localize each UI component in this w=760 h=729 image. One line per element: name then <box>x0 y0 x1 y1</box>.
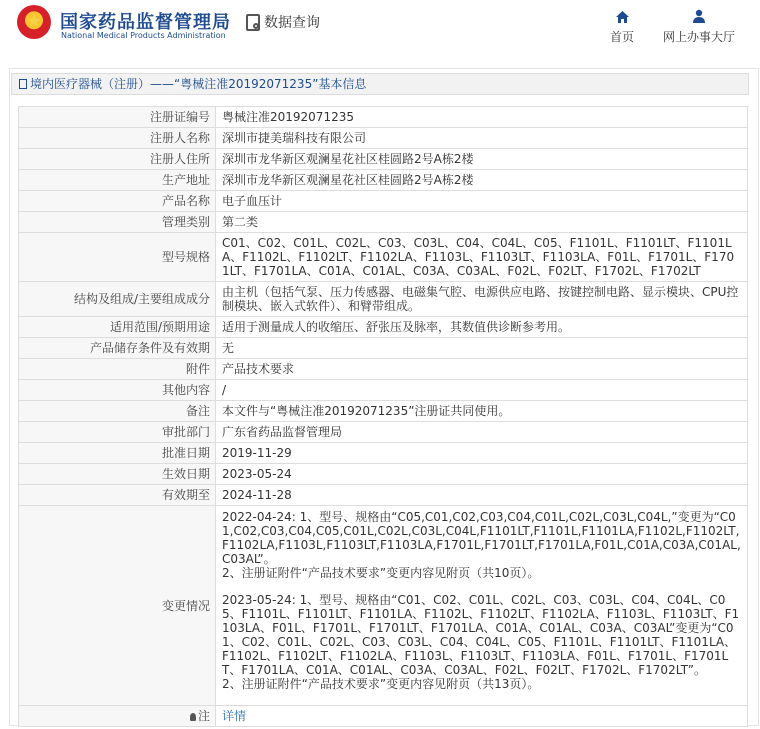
table-row <box>19 338 748 359</box>
field-value: 深圳市龙华新区观澜星花社区桂圆路2号A栋2楼 <box>216 170 748 191</box>
nav-home[interactable] <box>607 8 637 45</box>
field-label: 备注 <box>19 401 216 422</box>
data-query-label: 数据查询 <box>264 15 320 31</box>
search-document-icon <box>246 14 260 31</box>
change-entry-text: 2022-04-24: 1、型号、规格由“C05,C01,C02,C03,C04,C01L,C02L,C03L,C04L,”变更为“C01,C02,C03,C04,C05,C01L,C02L,C03L,C04L,F1101LT,F1101L,F1101LA,F1102L,F1102LT,F1102LA,F1103L,F1103LT,F1103LA,F1701L,F1701LT,F1701LA,F01L,C01A,C03A,C01AL,C03AL”。 <box>222 510 741 566</box>
page-title <box>11 73 749 95</box>
device-info-table <box>18 106 748 727</box>
field-label: 有效期至 <box>19 485 216 506</box>
field-label: 其他内容 <box>19 380 216 401</box>
table-row <box>19 422 748 443</box>
table-row <box>19 401 748 422</box>
field-label: 注册证编号 <box>19 107 216 128</box>
field-value: 由主机（包括气泵、压力传感器、电磁集气腔、电源供应电路、按键控制电路、显示模块、CPU控制模块、嵌入式软件）、和臂带组成。 <box>216 282 748 317</box>
table-row <box>19 107 748 128</box>
field-value: 2023-05-24 <box>216 464 748 485</box>
field-label: 注册人住所 <box>19 149 216 170</box>
field-label: 生产地址 <box>19 170 216 191</box>
field-value: 适用于测量成人的收缩压、舒张压及脉率，其数值供诊断参考用。 <box>216 317 748 338</box>
table-row <box>19 359 748 380</box>
nav-online-hall[interactable] <box>660 8 738 45</box>
details-link[interactable]: 详情 <box>222 709 247 723</box>
field-value: 产品技术要求 <box>216 359 748 380</box>
field-value: 粤械注准20192071235 <box>216 107 748 128</box>
field-value: 广东省药品监督管理局 <box>216 422 748 443</box>
site-name-en: National Medical Products Administration <box>61 31 226 40</box>
table-row <box>19 317 748 338</box>
table-row <box>19 212 748 233</box>
nav-home-label: 首页 <box>609 30 634 44</box>
field-value: C01、C02、C01L、C02L、C03、C03L、C04、C04L、C05、F1101L、F1101LT、F1101LA、F1102L、F1102LT、F1102LA、F1103L、F1103LT、F1103LA、F01L、F1701L、F1701LT、F1701LA、C01A、C01AL、C03A、C03AL、F02L、F02LT、F1702L、F1702LT <box>216 233 748 282</box>
table-row <box>19 191 748 212</box>
user-icon <box>660 8 738 25</box>
change-entry-text: 2023-05-24: 1、型号、规格由“C01、C02、C01L、C02L、C03、C03L、C04、C04L、C05、F1101L、F1101LT、F1101LA、F1102L、F1102LT、F1102LA、F1103L、F1103LT、F1103LA、F01L、F1701L、F1701LT、F1701LA、C01A、C01AL、C03A、C03AL”变更为“C01、C02、C01L、C02L、C03、C03L、C04、C04L、C05、F1101L、F1101LT、F1101LA、F1102L、F1102LT、F1102LA、F1103L、F1103LT、F1103LA、F01L、F1701L、F1701LT、F1701LA、C01A、C01AL、C03A、C03AL、F02L、F02LT、F1702L、F1702LT”。 <box>222 593 740 677</box>
document-icon <box>19 79 27 89</box>
change-entry <box>222 510 741 580</box>
nav-online-hall-label: 网上办事大厅 <box>662 30 735 44</box>
change-entry-attachment: 2、注册证附件“产品技术要求”变更内容见附页（共13页）。 <box>222 677 540 691</box>
lightbulb-icon <box>190 713 196 721</box>
field-label: 产品名称 <box>19 191 216 212</box>
note-label-cell <box>19 706 216 727</box>
field-label: 附件 <box>19 359 216 380</box>
field-label: 产品储存条件及有效期 <box>19 338 216 359</box>
site-header <box>0 0 760 52</box>
field-value: 2019-11-29 <box>216 443 748 464</box>
field-label: 注册人名称 <box>19 128 216 149</box>
change-entry-attachment: 2、注册证附件“产品技术要求”变更内容见附页（共10页）。 <box>222 566 540 580</box>
change-entry <box>222 593 741 691</box>
field-label: 生效日期 <box>19 464 216 485</box>
field-value: 2024-11-28 <box>216 485 748 506</box>
data-query-link[interactable] <box>246 12 320 32</box>
table-row <box>19 464 748 485</box>
field-value: 无 <box>216 338 748 359</box>
field-value: 深圳市龙华新区观澜星花社区桂圆路2号A栋2楼 <box>216 149 748 170</box>
field-label: 审批部门 <box>19 422 216 443</box>
field-value: 深圳市捷美瑞科技有限公司 <box>216 128 748 149</box>
site-name-cn: 国家药品监督管理局 <box>60 12 231 33</box>
home-icon <box>607 8 637 25</box>
table-row <box>19 443 748 464</box>
info-rows <box>19 107 748 727</box>
table-row-changes <box>19 506 748 706</box>
note-value <box>216 706 748 727</box>
change-history <box>216 506 748 706</box>
table-row <box>19 380 748 401</box>
field-label: 型号规格 <box>19 233 216 282</box>
field-label: 变更情况 <box>19 506 216 706</box>
table-row <box>19 170 748 191</box>
field-value: 本文件与“粤械注准20192071235”注册证共同使用。 <box>216 401 748 422</box>
field-value: / <box>216 380 748 401</box>
page-title-text: 境内医疗器械（注册）——“粤械注准20192071235”基本信息 <box>30 77 367 91</box>
field-label: 批准日期 <box>19 443 216 464</box>
table-row-note <box>19 706 748 727</box>
field-label: 管理类别 <box>19 212 216 233</box>
note-label: 注 <box>197 709 210 723</box>
field-label: 结构及组成/主要组成成分 <box>19 282 216 317</box>
table-row <box>19 282 748 317</box>
field-value: 第二类 <box>216 212 748 233</box>
table-row <box>19 233 748 282</box>
table-row <box>19 128 748 149</box>
field-value: 电子血压计 <box>216 191 748 212</box>
table-row <box>19 149 748 170</box>
field-label: 适用范围/预期用途 <box>19 317 216 338</box>
nmpa-emblem-icon <box>17 5 51 39</box>
table-row <box>19 485 748 506</box>
